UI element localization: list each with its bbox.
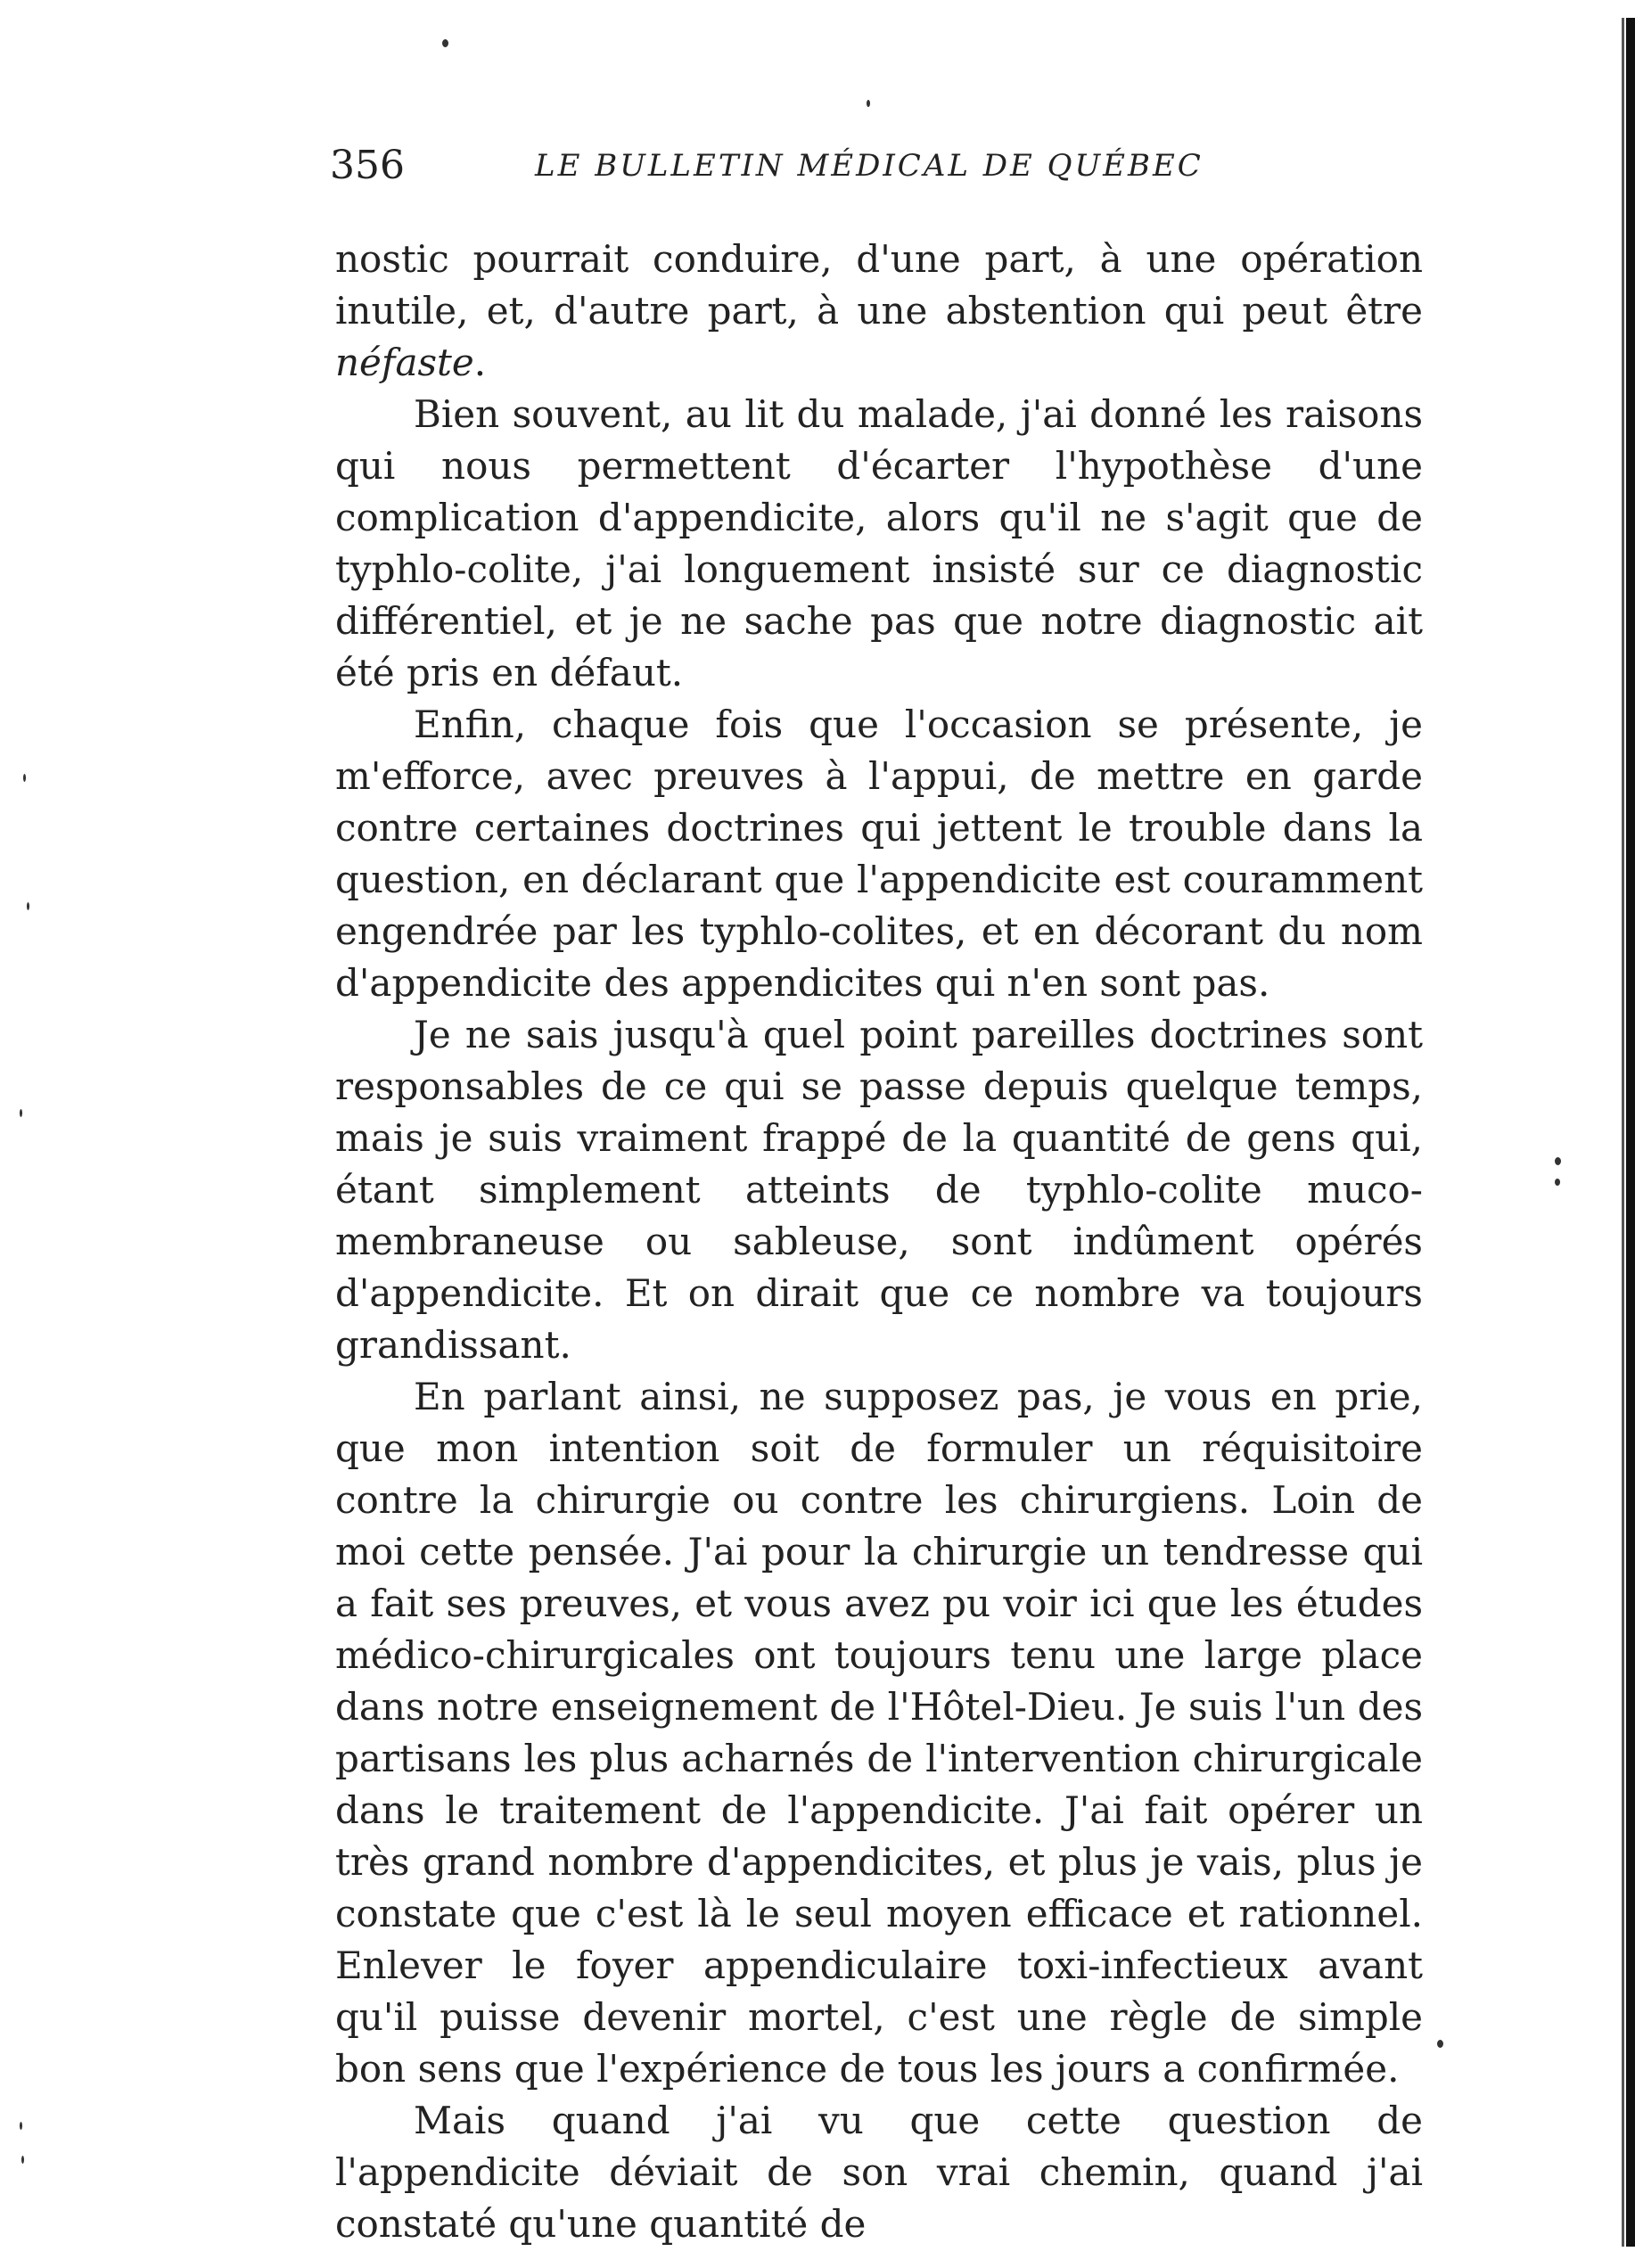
scan-speck [23,774,26,782]
scan-speck [867,100,870,107]
scan-speck [21,2156,24,2164]
paragraph [335,234,1423,389]
paragraph-tail: . [473,341,487,384]
scan-edge-line [1622,18,1624,2247]
page-header [330,143,1221,196]
paragraph: Je ne sais jusqu'à quel point pareilles doctrines sont responsables de ce qui se passe depuis quelque temps, mais je suis vraiment frappé de la quantité de gens qui, étant simplement atteints de typhlo-colite muco-membraneuse ou sableuse, sont indûment opérés d'appendicite. Et on dirait que ce nombre va toujours grandissant. [335,1013,1423,1367]
scan-speck [1555,1179,1560,1186]
scan-speck [27,902,29,910]
emphasis: néfaste [335,341,474,384]
running-title: LE BULLETIN MÉDICAL DE QUÉBEC [535,148,1204,184]
paragraph: En parlant ainsi, ne supposez pas, je vous en prie, que mon intention soit de formuler un réquisitoire contre la chirurgie ou contre les chirurgiens. Loin de moi cette pensée. J'ai pour la chirurgie un tendresse qui a fait ses preuves, et vous avez pu voir ici que les études médico-chirurgicales ont toujours tenu une large place dans notre enseignement de l'Hôtel-Dieu. Je suis l'un des partisans les plus acharnés de l'intervention chirurgicale dans le traitement de l'appendicite. J'ai fait opérer un très grand nombre d'appendicites, et plus je vais, plus je constate que c'est là le seul moyen efficace et rationnel. Enlever le foyer appendiculaire toxi-infectieux avant qu'il puisse devenir mortel, c'est une règle de simple bon sens que l'expérience de tous les jours a confirmée. [335,1375,1423,2091]
paragraph: Bien souvent, au lit du malade, j'ai donné les raisons qui nous permettent d'écarter l'hypothèse d'une complication d'appendicite, alors qu'il ne s'agit que de typhlo-colite, j'ai longuement insisté sur ce diagnostic différentiel, et je ne sache pas que notre diagnostic ait été pris en défaut. [335,392,1423,694]
scan-speck [20,1109,22,1117]
page-number: 356 [330,143,405,188]
paragraph-text: nostic pourrait conduire, d'une part, à une opération inutile, et, d'autre part, à une abstention qui peut être [335,237,1423,333]
scan-speck [20,2122,22,2130]
body-text [335,234,1423,2250]
scan-speck [1555,1157,1561,1165]
scan-speck [442,39,448,47]
paragraph: Enfin, chaque fois que l'occasion se présente, je m'efforce, avec preuves à l'appui, de mettre en garde contre certaines doctrines qui jettent le trouble dans la question, en déclarant que l'appendicite est couramment engendrée par les typhlo-colites, et en décorant du nom d'appendicite des appendicites qui n'en sont pas. [335,703,1423,1005]
scan-edge-shadow [1626,18,1635,2247]
paragraph: Mais quand j'ai vu que cette question de l'appendicite déviait de son vrai chemin, quand j'ai constaté qu'une quantité de [335,2099,1423,2246]
scan-speck [1437,2040,1443,2048]
